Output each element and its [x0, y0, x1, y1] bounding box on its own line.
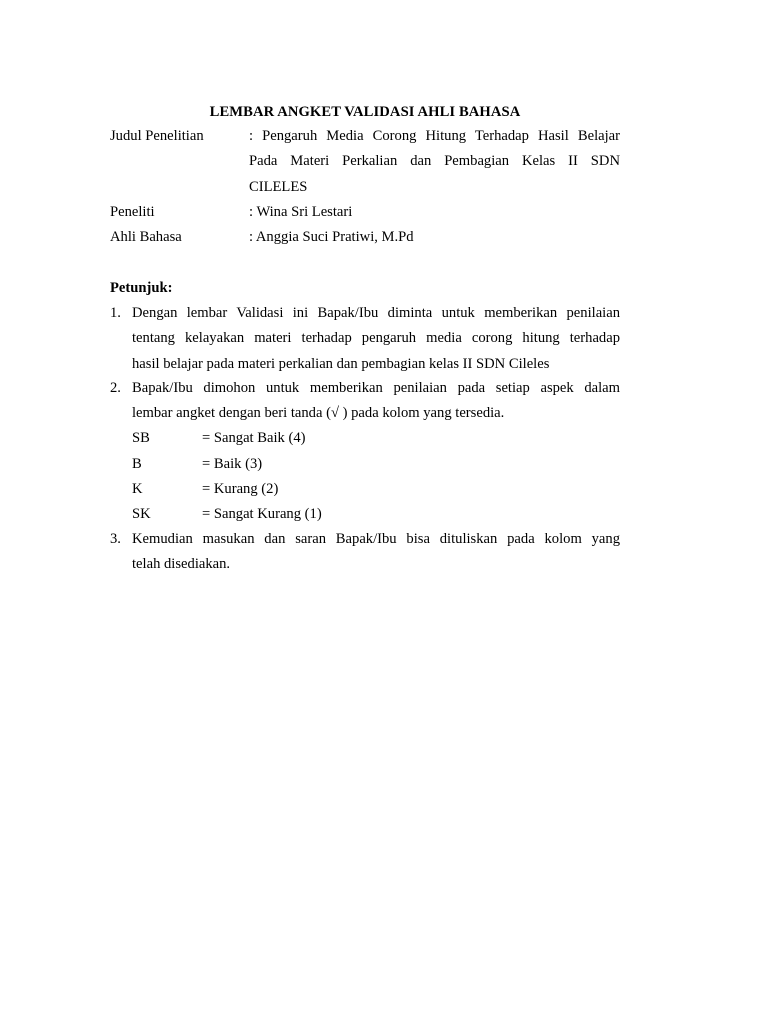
meta-value [249, 225, 620, 250]
instruction-line: Kemudian masukan dan saran Bapak/Ibu bisa dituliskan pada kolom yang [132, 531, 620, 547]
instruction-line: Bapak/Ibu dimohon untuk memberikan penilaian pada setiap aspek dalam [132, 380, 620, 396]
instruction-number: 3. [110, 531, 121, 547]
scale-description: = Sangat Baik (4) [202, 430, 306, 446]
meta-label: Ahli Bahasa [110, 229, 182, 245]
instruction-number: 1. [110, 305, 121, 321]
scale-description: = Baik (3) [202, 456, 263, 472]
instruction-line: lembar angket dengan beri tanda (√ ) pada kolom yang tersedia. [132, 405, 505, 422]
scale-code: SK [132, 506, 151, 522]
scale-code: B [132, 456, 142, 472]
meta-value-line: CILELES [249, 178, 308, 195]
instruction-text [132, 376, 620, 427]
scale-description: = Kurang (2) [202, 481, 279, 497]
instructions-heading: Petunjuk: [110, 280, 173, 296]
instruction-line: hasil belajar pada materi perkalian dan pembagian kelas II SDN Cileles [132, 355, 550, 372]
scale-description: = Sangat Kurang (1) [202, 506, 322, 522]
instruction-line: Dengan lembar Validasi ini Bapak/Ibu diminta untuk memberikan penilaian [132, 305, 620, 321]
meta-value-line: Pada Materi Perkalian dan Pembagian Kelas II SDN [249, 153, 620, 170]
meta-label: Peneliti [110, 204, 155, 220]
instruction-number: 2. [110, 380, 121, 396]
instruction-text [132, 301, 620, 377]
scale-code: K [132, 481, 143, 497]
instruction-text [132, 527, 620, 578]
instruction-line: tentang kelayakan materi terhadap pengaruh media corong hitung terhadap [132, 330, 620, 347]
meta-value [249, 124, 620, 200]
instruction-line: telah disediakan. [132, 556, 231, 573]
meta-value-line: : Pengaruh Media Corong Hitung Terhadap Hasil Belajar [249, 128, 620, 144]
document-title: LEMBAR ANGKET VALIDASI AHLI BAHASA [209, 104, 521, 120]
meta-value-line: : Wina Sri Lestari [249, 204, 353, 220]
meta-value-line: : Anggia Suci Pratiwi, M.Pd [249, 229, 414, 245]
scale-code: SB [132, 430, 150, 446]
meta-value [249, 200, 620, 225]
meta-label: Judul Penelitian [110, 128, 204, 144]
